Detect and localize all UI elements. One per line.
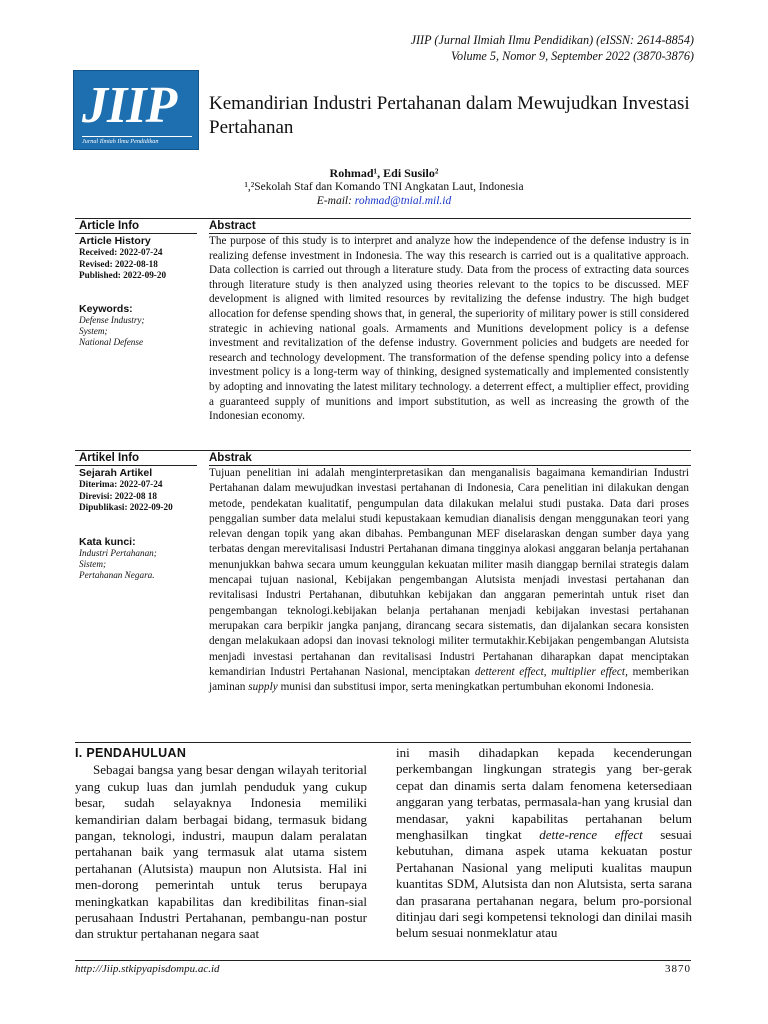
keyword: Industri Pertahanan;: [79, 547, 157, 558]
footer-divider: [75, 960, 691, 961]
divider: [209, 465, 691, 466]
footer-url[interactable]: http://Jiip.stkipyapisdompu.ac.id: [75, 963, 220, 975]
abstrak-text-part: memberikan jaminan: [209, 665, 690, 694]
article-info-heading: Article Info: [79, 220, 140, 232]
abstract-heading: Abstract: [209, 220, 256, 232]
received-date: Diterima: 2022-07-24: [79, 479, 163, 489]
divider: [75, 742, 691, 743]
english-abstract-block: [75, 219, 691, 449]
logo-mark: JIIP: [82, 77, 177, 134]
history-title: Article History: [79, 235, 151, 247]
affiliation: ¹,²Sekolah Staf dan Komando TNI Angkatan Laut, Indonesia: [244, 181, 524, 193]
abstrak-text: [209, 466, 689, 695]
keyword: National Defense: [79, 336, 144, 347]
abstrak-text-part: munisi dan substitusi impor, serta meningkatkan pertumbuhan ekonomi Indonesia.: [277, 681, 654, 694]
logo-tagline: Jurnal Ilmiah Ilmu Pendidikan: [82, 136, 192, 145]
history-title: Sejarah Artikel: [79, 467, 153, 479]
artikel-info-heading: Artikel Info: [79, 452, 140, 464]
keyword: System;: [79, 325, 108, 336]
sejarah-artikel: [79, 467, 201, 581]
page-number: 3870: [665, 963, 691, 975]
article-history: [79, 235, 201, 348]
received-date: Received: 2022-07-24: [79, 247, 163, 257]
intro-right-column: [396, 745, 692, 942]
journal-meta: [411, 32, 694, 64]
journal-logo: [73, 70, 199, 150]
keyword: Pertahanan Negara.: [79, 569, 155, 580]
divider: [209, 233, 691, 234]
keywords-title: Keywords:: [79, 302, 133, 315]
email-address[interactable]: rohmad@tnial.mil.id: [354, 195, 452, 207]
journal-volume: Volume 5, Nomor 9, September 2022 (3870-3876): [450, 49, 694, 63]
revised-date: Direvisi: 2022-08 18: [79, 490, 157, 501]
intro-text-part: sesuai kebutuhan, dimana aspek utama kekuatan postur Pertahanan Nasional yang meliputi kualitas maupun kuantitas SDM, Alutsista dan non Alutsista, serta sarana dan prasarana pertahanan negara, belum pro-porsional ditinjau dari segi kompetensi teknologi dan dinilai masih belum sesuai nonmeklatur atau: [396, 827, 692, 941]
divider: [75, 233, 197, 234]
intro-left-column: [75, 745, 367, 943]
section-title: I. PENDAHULUAN: [75, 746, 187, 760]
author-list: Rohmad¹, Edi Susilo²: [329, 166, 439, 180]
intro-paragraph: Sebagai bangsa yang besar dengan wilayah teritorial yang cukup luas dan jumlah penduduk yang cukup besar, sudah selayaknya Indonesia memiliki kemandirian dalam berbagai bidang, termasuk bidang pangan, teknologi, industri, maupun dalam peralatan pertahanan baik yang termasuk alat utama sistem pertahanan (Alutsista) maupun non Alutsista. Hal ini men-dorong pemerintah untuk terus berupaya meningkatkan kapabilitas dan kredibilitas finan-sial perusahaan Industri Pertahanan, pembangu-nan postur dan struktur pertahanan negara saat: [75, 762, 367, 942]
published-date: Dipublikasi: 2022-09-20: [79, 502, 173, 512]
intro-text-italic: dette-rence effect: [539, 827, 643, 843]
keyword: Defense Industry;: [79, 314, 145, 325]
divider: [75, 465, 197, 466]
indonesian-abstract-block: [75, 451, 691, 743]
email-label: E-mail:: [316, 195, 355, 207]
paper-title: Kemandirian Industri Pertahanan dalam Mewujudkan Investasi Pertahanan: [209, 93, 690, 138]
abstrak-heading: Abstrak: [209, 452, 252, 464]
intro-text-part: ini masih dihadapkan kepada kecenderungan perkembangan lingkungan strategis yang ber-gerak cepat dan dinamis serta dalam fenomena ketersediaan anggaran yang terbatas, permasala-han yang krusial dan mendasar, yakni kapabilitas pertahanan belum menghasilkan tingkat: [396, 745, 692, 843]
email-line: [0, 195, 768, 207]
abstrak-text-italic: detterent effect, multiplier effect,: [474, 665, 628, 678]
abstrak-text-part: Tujuan penelitian ini adalah menginterpretasikan dan menganalisis bagaimana kemandirian Industri Pertahanan dalam mewujudkan investasi pertahanan di Indonesia, Cara penelitian ini dilakukan dengan metode, pendekatan kualitatif, pengumpulan data dilakukan melalui studi pustaka. Data dari proses penggalian sumber data melalui studi kepustakaan kemudian dianalisis dengan menggunakan teori yang relevan dengan topik yang akan dibahas. Pembangunan MEF diselaraskan dengan sumber daya yang terbatas dengan merevitalisasi Industri Pertahanan dimana tingginya alokasi anggaran belanja pertahanan menunjukkan bahwa secara umum keunggulan kekuatan militer masih dianggap bernilai strategis dalam mencapai tujuan nasional, Kebijakan pengembangan Alutsista menjadi investasi pertahanan dan revitalisasi Industri Pertahanan, dibutuhkan kebijakan dan anggaran pemerintah untuk riset dan pengembangan teknologi.kebijakan belanja pertahanan menjadi kebijakan investasi pertahanan merupakan cara berpikir jangka panjang, dirancang secara sistematis, dan dijalankan secara konsisten dengan melakukaan adopsi dan inovasi teknologi militer termutakhir.Kebijakan pengembangan Alutsista menjadi investasi pertahanan dan revitalisasi Industri Pertahanan diharapkan dapat menciptakan kemandirian Industri Pertahanan Nasional, menciptakan: [209, 467, 689, 678]
revised-date: Revised: 2022-08-18: [79, 258, 158, 269]
abstrak-text-italic: supply: [248, 681, 278, 694]
keywords-title: Kata kunci:: [79, 535, 136, 548]
journal-name: JIIP (Jurnal Ilmiah Ilmu Pendidikan) (eISSN: 2614-8854): [410, 33, 694, 47]
published-date: Published: 2022-09-20: [79, 270, 167, 280]
abstract-text: The purpose of this study is to interpret and analyze how the independence of the defense industry is in realizing defense investment in Indonesia. The way this research is carried out is a qualitative approach. Data collection is carried out through a literature study. Data from the process of extracting data sources through literature study is then analyzed using theories relevant to the topics to be discussed. MEF development is aligned with limited resources by revitalizing the defense industry. The high budget allocation for defense spending shows that, in general, the superiority of military power is still considered strategic in achieving national goals. Armaments and Munitions development policy is a defense investment and revitalization of the defense industry. Government policies and budgets are needed for research and technology development. The transformation of the defense spending policy into a defense investment policy is a long-term way of thinking, designed systematically and implemented consistently by adopting and innovating the latest military technology. a deterrent effect, a multiplier effect, providing a guaranteed supply of munitions and import substitution, as well as increasing the growth of the Indonesian economy.: [209, 235, 689, 423]
keyword: Sistem;: [79, 558, 107, 569]
